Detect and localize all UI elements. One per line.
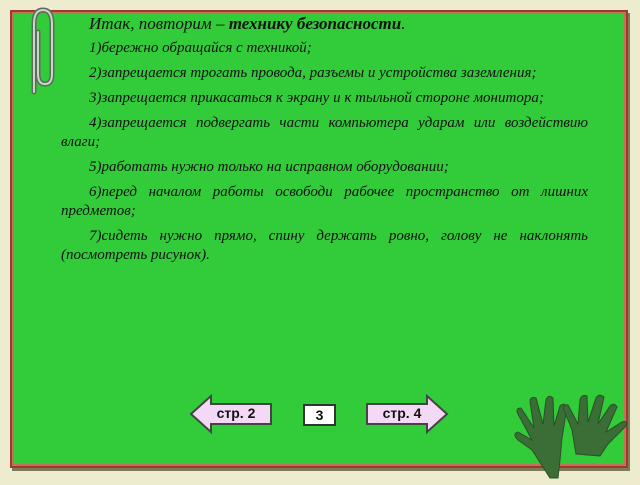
see-picture-link[interactable]: посмотреть рисунок: [66, 247, 202, 263]
rule-item: 6)перед началом работы освободи рабочее пространство от лишних предметов;: [61, 184, 588, 219]
next-page-button[interactable]: [363, 394, 449, 434]
rule-item: 2)запрещается трогать провода, разъемы и устройства заземления;: [89, 65, 537, 81]
title-prefix: Итак, повторим –: [89, 14, 229, 33]
rule-item: [61, 227, 588, 265]
next-page-label: стр. 4: [382, 405, 422, 421]
rule-item: 5)работать нужно только на исправном оборудовании;: [89, 159, 449, 175]
rule-item: 3)запрещается прикасаться к экрану и к тыльной стороне монитора;: [89, 90, 544, 106]
title-emphasis: технику безопасности: [228, 14, 402, 33]
title-suffix: .: [401, 14, 406, 33]
prev-page-button[interactable]: [189, 394, 275, 434]
page-number: 3: [303, 404, 336, 426]
paperclip-icon: [22, 4, 58, 98]
rule-item: 1)бережно обращайся с техникой;: [89, 40, 312, 56]
prev-page-label: стр. 2: [216, 405, 256, 421]
slide-title: [61, 14, 588, 33]
slide-content: [61, 14, 588, 271]
rule-item: 4)запрещается подвергать части компьютера ударам или воздействию влаги;: [61, 115, 588, 150]
rule-item-text: 7)сидеть нужно прямо, спину держать ровно, голову не наклонять (: [61, 228, 588, 263]
hands-icon: [488, 384, 638, 480]
rule-item-end: ).: [201, 247, 210, 263]
